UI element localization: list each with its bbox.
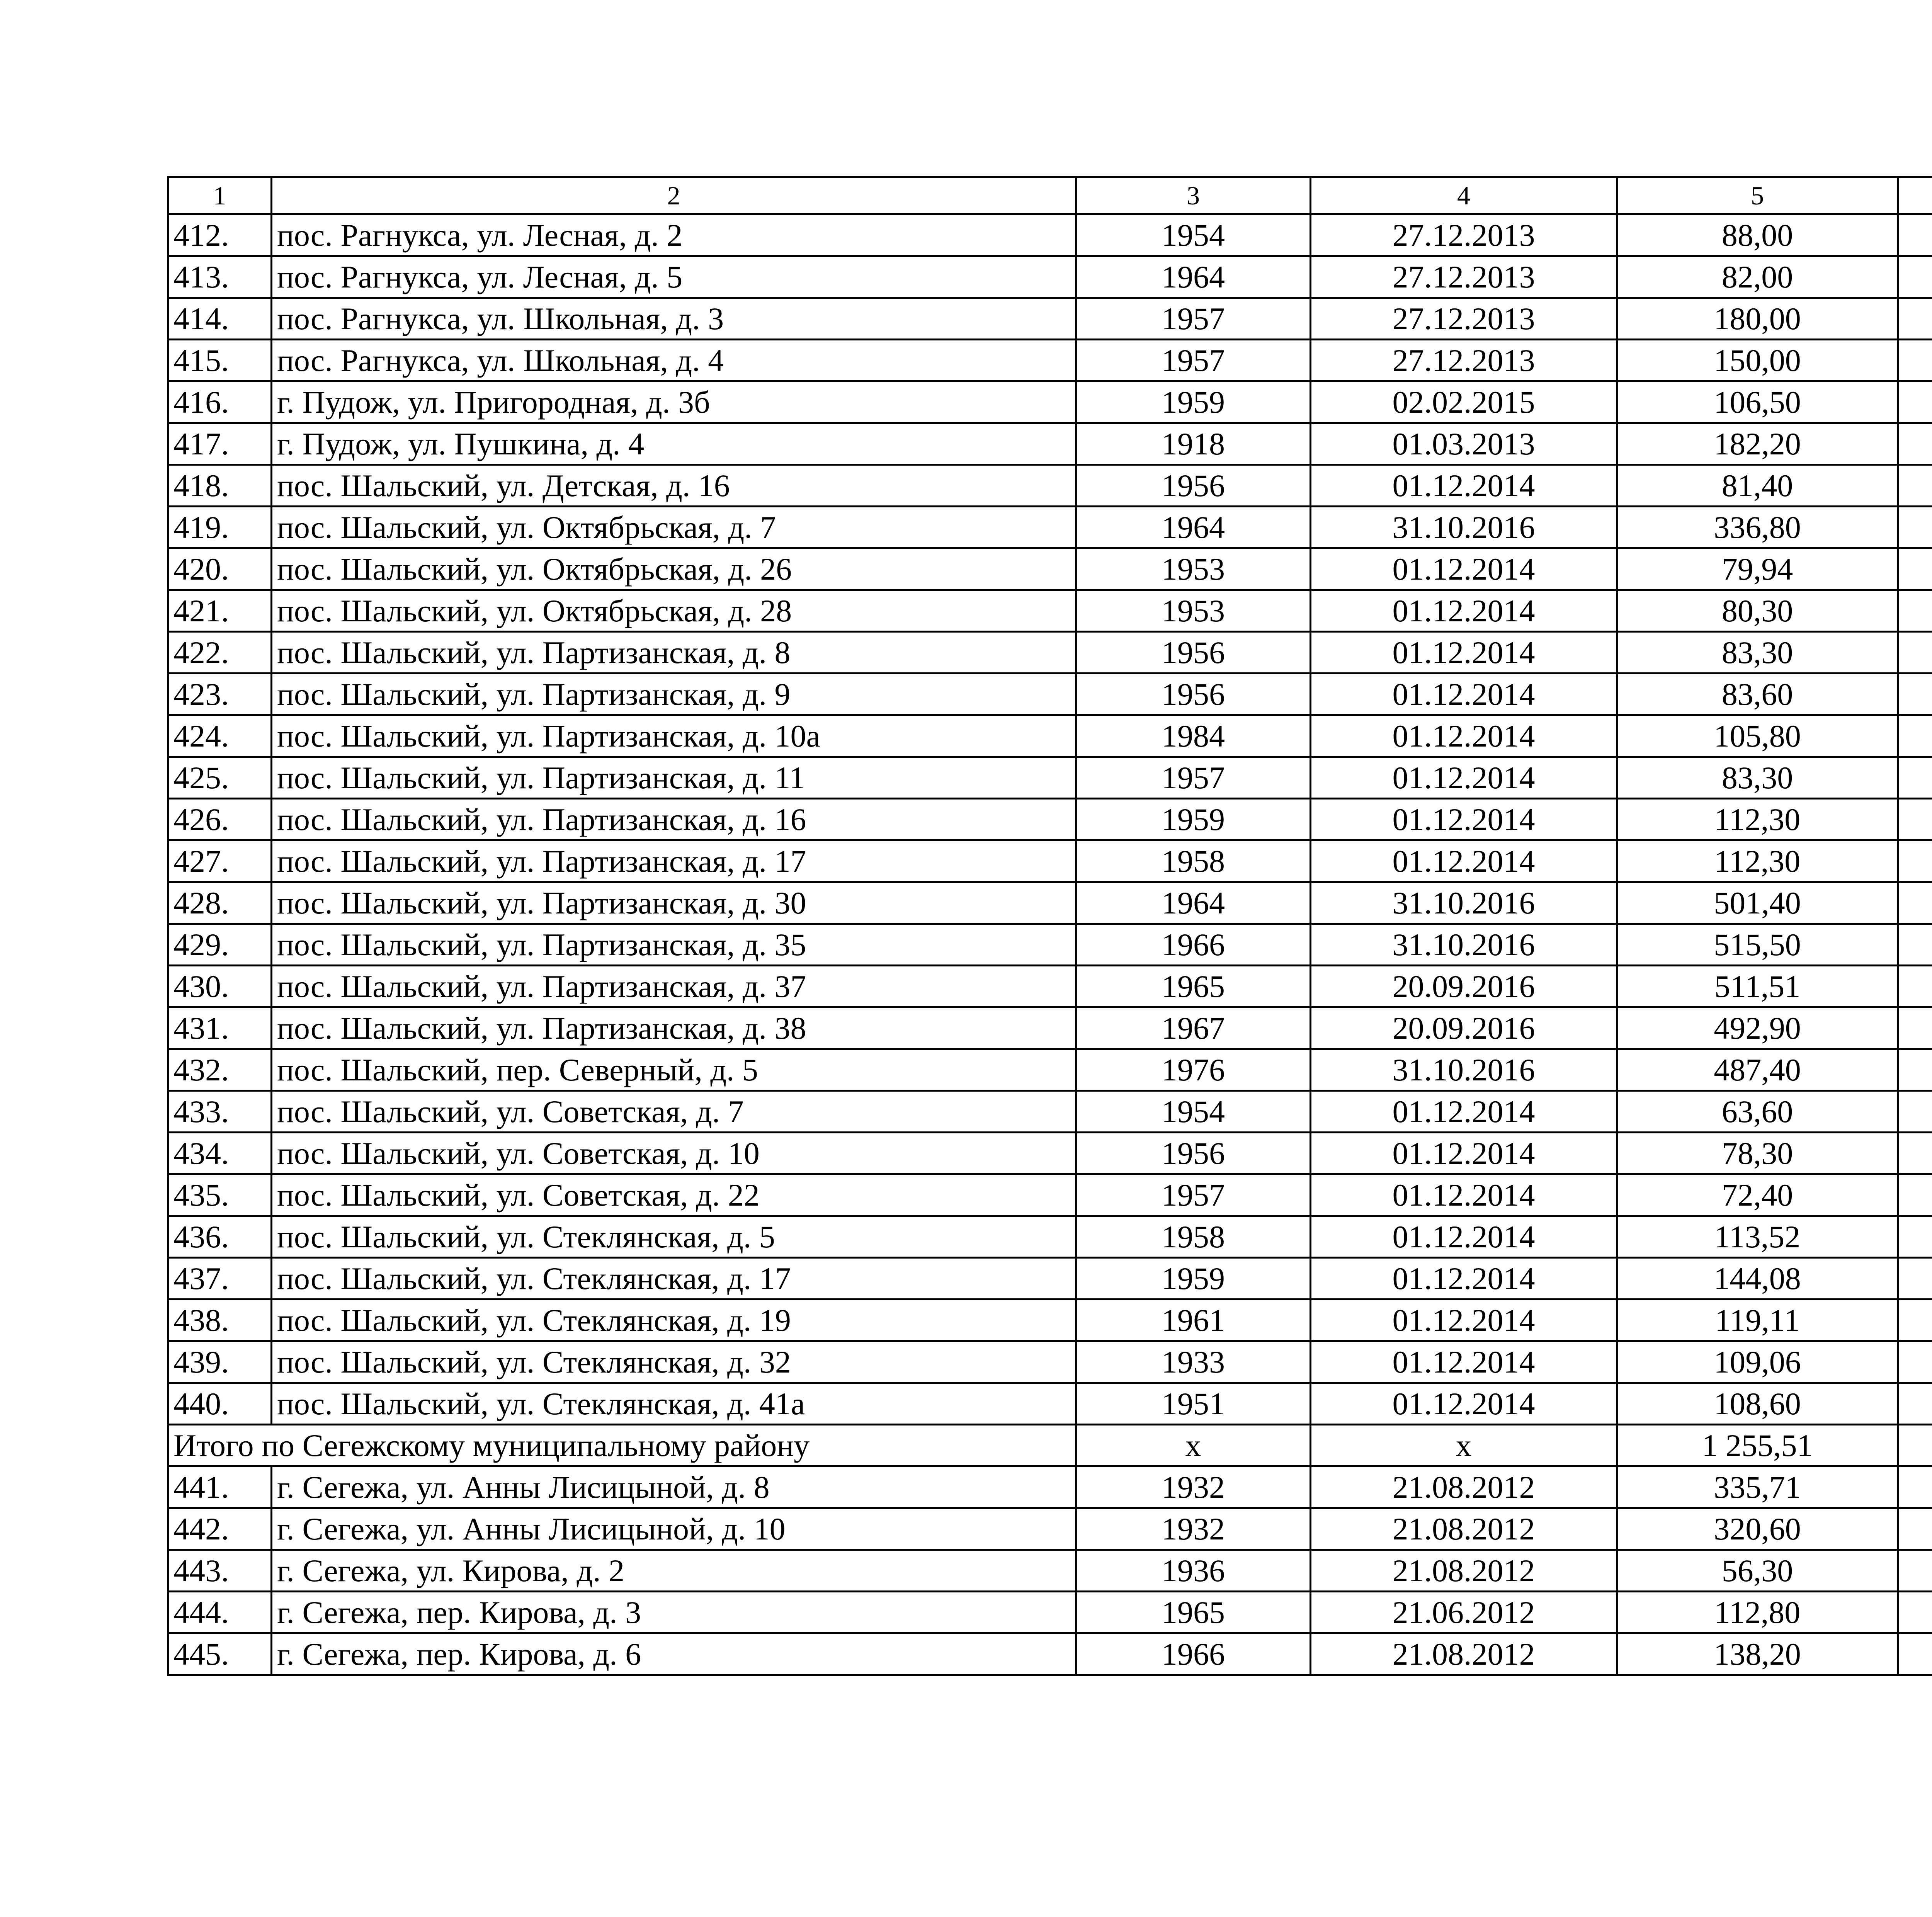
area-cell: 112,30: [1617, 840, 1898, 882]
date-cell: 21.08.2012: [1311, 1508, 1617, 1550]
date-cell: 01.12.2014: [1311, 1300, 1617, 1341]
residents-cell: [1898, 340, 1932, 381]
year-cell: 1959: [1076, 381, 1311, 423]
table-row: [168, 507, 1932, 548]
year-cell: 1984: [1076, 715, 1311, 757]
residents-cell: [1898, 924, 1932, 966]
row-number: 419.: [168, 507, 272, 548]
address-cell: пос. Шальский, ул. Советская, д. 7: [272, 1091, 1076, 1133]
address-cell: пос. Шальский, ул. Октябрьская, д. 7: [272, 507, 1076, 548]
residents-cell: [1898, 590, 1932, 632]
residents-cell: [1898, 1300, 1932, 1341]
date-cell: 21.08.2012: [1311, 1550, 1617, 1592]
row-number: 416.: [168, 381, 272, 423]
date-cell: 01.12.2014: [1311, 799, 1617, 840]
area-cell: 83,30: [1617, 757, 1898, 799]
address-cell: пос. Шальский, ул. Партизанская, д. 30: [272, 882, 1076, 924]
residents-cell: [1898, 1341, 1932, 1383]
table-row: [168, 632, 1932, 674]
col-header-3: 3: [1076, 177, 1311, 214]
table-row: [168, 590, 1932, 632]
date-cell: х: [1311, 1425, 1617, 1466]
address-cell: г. Пудож, ул. Пригородная, д. 3б: [272, 381, 1076, 423]
area-cell: 138,20: [1617, 1633, 1898, 1675]
residents-cell: [1898, 840, 1932, 882]
year-cell: 1956: [1076, 465, 1311, 507]
area-cell: 108,60: [1617, 1383, 1898, 1425]
date-cell: 27.12.2013: [1311, 214, 1617, 256]
area-cell: 105,80: [1617, 715, 1898, 757]
row-number: 443.: [168, 1550, 272, 1592]
year-cell: 1918: [1076, 423, 1311, 465]
address-cell: пос. Шальский, ул. Октябрьская, д. 28: [272, 590, 1076, 632]
year-cell: 1932: [1076, 1508, 1311, 1550]
address-cell: пос. Шальский, ул. Партизанская, д. 38: [272, 1007, 1076, 1049]
table-row: [168, 1508, 1932, 1550]
year-cell: 1936: [1076, 1550, 1311, 1592]
total-label: Итого по Сегежскому муниципальному району: [168, 1425, 1076, 1466]
address-cell: пос. Шальский, ул. Советская, д. 10: [272, 1133, 1076, 1174]
table-row: [168, 674, 1932, 715]
date-cell: 01.03.2013: [1311, 423, 1617, 465]
area-cell: 335,71: [1617, 1466, 1898, 1508]
residents-cell: [1898, 1383, 1932, 1425]
residents-cell: [1898, 1633, 1932, 1675]
row-number: 445.: [168, 1633, 272, 1675]
table-row: [168, 1174, 1932, 1216]
row-number: 422.: [168, 632, 272, 674]
area-cell: 112,80: [1617, 1592, 1898, 1633]
table-row: [168, 1592, 1932, 1633]
area-cell: 80,30: [1617, 590, 1898, 632]
area-cell: 113,52: [1617, 1216, 1898, 1258]
area-cell: 515,50: [1617, 924, 1898, 966]
table-row: [168, 298, 1932, 340]
year-cell: 1965: [1076, 1592, 1311, 1633]
residents-cell: [1898, 1216, 1932, 1258]
address-cell: пос. Шальский, пер. Северный, д. 5: [272, 1049, 1076, 1091]
total-row: [168, 1425, 1932, 1466]
year-cell: 1966: [1076, 924, 1311, 966]
year-cell: 1964: [1076, 256, 1311, 298]
table-row: [168, 340, 1932, 381]
date-cell: 21.08.2012: [1311, 1466, 1617, 1508]
date-cell: 01.12.2014: [1311, 590, 1617, 632]
address-cell: пос. Шальский, ул. Стеклянская, д. 41а: [272, 1383, 1076, 1425]
row-number: 439.: [168, 1341, 272, 1383]
date-cell: 20.09.2016: [1311, 1007, 1617, 1049]
address-cell: пос. Шальский, ул. Стеклянская, д. 5: [272, 1216, 1076, 1258]
date-cell: 01.12.2014: [1311, 1216, 1617, 1258]
area-cell: 501,40: [1617, 882, 1898, 924]
residents-cell: [1898, 298, 1932, 340]
table-row: [168, 1133, 1932, 1174]
area-cell: 82,00: [1617, 256, 1898, 298]
date-cell: 21.06.2012: [1311, 1592, 1617, 1633]
row-number: 420.: [168, 548, 272, 590]
area-cell: 511,51: [1617, 966, 1898, 1007]
row-number: 440.: [168, 1383, 272, 1425]
date-cell: 01.12.2014: [1311, 1383, 1617, 1425]
table-row: [168, 1216, 1932, 1258]
address-cell: пос. Шальский, ул. Стеклянская, д. 32: [272, 1341, 1076, 1383]
area-cell: 56,30: [1617, 1550, 1898, 1592]
area-cell: 109,06: [1617, 1341, 1898, 1383]
table-row: [168, 214, 1932, 256]
area-cell: 492,90: [1617, 1007, 1898, 1049]
address-cell: г. Пудож, ул. Пушкина, д. 4: [272, 423, 1076, 465]
year-cell: 1933: [1076, 1341, 1311, 1383]
area-cell: 72,40: [1617, 1174, 1898, 1216]
residents-cell: [1898, 465, 1932, 507]
row-number: 425.: [168, 757, 272, 799]
residents-cell: [1898, 1007, 1932, 1049]
year-cell: 1958: [1076, 1216, 1311, 1258]
row-number: 435.: [168, 1174, 272, 1216]
area-cell: 1 255,51: [1617, 1425, 1898, 1466]
address-cell: пос. Рагнукса, ул. Лесная, д. 5: [272, 256, 1076, 298]
year-cell: 1956: [1076, 632, 1311, 674]
date-cell: 01.12.2014: [1311, 1341, 1617, 1383]
area-cell: 79,94: [1617, 548, 1898, 590]
date-cell: 01.12.2014: [1311, 715, 1617, 757]
address-cell: пос. Шальский, ул. Партизанская, д. 35: [272, 924, 1076, 966]
date-cell: 31.10.2016: [1311, 882, 1617, 924]
row-number: 426.: [168, 799, 272, 840]
residents-cell: [1898, 1258, 1932, 1300]
date-cell: 01.12.2014: [1311, 1174, 1617, 1216]
address-cell: пос. Шальский, ул. Партизанская, д. 9: [272, 674, 1076, 715]
address-cell: пос. Шальский, ул. Октябрьская, д. 26: [272, 548, 1076, 590]
table-row: [168, 1300, 1932, 1341]
table-row: [168, 1007, 1932, 1049]
row-number: 417.: [168, 423, 272, 465]
date-cell: 31.10.2016: [1311, 507, 1617, 548]
year-cell: 1976: [1076, 1049, 1311, 1091]
year-cell: 1932: [1076, 1466, 1311, 1508]
date-cell: 20.09.2016: [1311, 966, 1617, 1007]
area-cell: 83,30: [1617, 632, 1898, 674]
address-cell: пос. Шальский, ул. Партизанская, д. 8: [272, 632, 1076, 674]
address-cell: пос. Шальский, ул. Партизанская, д. 17: [272, 840, 1076, 882]
table-row: [168, 882, 1932, 924]
table-row: [168, 381, 1932, 423]
address-cell: г. Сегежа, ул. Анны Лисицыной, д. 10: [272, 1508, 1076, 1550]
table-row: [168, 1550, 1932, 1592]
residents-cell: [1898, 1592, 1932, 1633]
date-cell: 01.12.2014: [1311, 1133, 1617, 1174]
row-number: 432.: [168, 1049, 272, 1091]
area-cell: 487,40: [1617, 1049, 1898, 1091]
col-header-4: 4: [1311, 177, 1617, 214]
row-number: 414.: [168, 298, 272, 340]
area-cell: 180,00: [1617, 298, 1898, 340]
area-cell: 112,30: [1617, 799, 1898, 840]
date-cell: 31.10.2016: [1311, 924, 1617, 966]
date-cell: 01.12.2014: [1311, 465, 1617, 507]
date-cell: 01.12.2014: [1311, 674, 1617, 715]
date-cell: 01.12.2014: [1311, 1091, 1617, 1133]
row-number: 437.: [168, 1258, 272, 1300]
row-number: 421.: [168, 590, 272, 632]
table-row: [168, 715, 1932, 757]
year-cell: 1964: [1076, 507, 1311, 548]
residents-cell: [1898, 1425, 1932, 1466]
row-number: 431.: [168, 1007, 272, 1049]
area-cell: 88,00: [1617, 214, 1898, 256]
table-row: [168, 1633, 1932, 1675]
date-cell: 01.12.2014: [1311, 840, 1617, 882]
area-cell: 81,40: [1617, 465, 1898, 507]
address-cell: пос. Шальский, ул. Советская, д. 22: [272, 1174, 1076, 1216]
table-row: [168, 1383, 1932, 1425]
row-number: 423.: [168, 674, 272, 715]
row-number: 444.: [168, 1592, 272, 1633]
residents-cell: [1898, 966, 1932, 1007]
date-cell: 21.08.2012: [1311, 1633, 1617, 1675]
date-cell: 01.12.2014: [1311, 757, 1617, 799]
address-cell: пос. Шальский, ул. Партизанская, д. 10а: [272, 715, 1076, 757]
year-cell: 1953: [1076, 548, 1311, 590]
row-number: 427.: [168, 840, 272, 882]
address-cell: пос. Шальский, ул. Детская, д. 16: [272, 465, 1076, 507]
residents-cell: [1898, 799, 1932, 840]
residents-cell: [1898, 507, 1932, 548]
address-cell: г. Сегежа, ул. Кирова, д. 2: [272, 1550, 1076, 1592]
row-number: 430.: [168, 966, 272, 1007]
date-cell: 31.10.2016: [1311, 1049, 1617, 1091]
residents-cell: [1898, 548, 1932, 590]
year-cell: 1957: [1076, 340, 1311, 381]
area-cell: 150,00: [1617, 340, 1898, 381]
address-cell: пос. Рагнукса, ул. Школьная, д. 3: [272, 298, 1076, 340]
address-cell: г. Сегежа, пер. Кирова, д. 6: [272, 1633, 1076, 1675]
date-cell: 01.12.2014: [1311, 1258, 1617, 1300]
row-number: 438.: [168, 1300, 272, 1341]
row-number: 442.: [168, 1508, 272, 1550]
residents-cell: [1898, 214, 1932, 256]
col-header-5: 5: [1617, 177, 1898, 214]
table-row: [168, 465, 1932, 507]
address-cell: пос. Шальский, ул. Партизанская, д. 37: [272, 966, 1076, 1007]
address-cell: пос. Шальский, ул. Партизанская, д. 16: [272, 799, 1076, 840]
residents-cell: [1898, 757, 1932, 799]
date-cell: 02.02.2015: [1311, 381, 1617, 423]
table-row: [168, 1341, 1932, 1383]
residents-cell: [1898, 1550, 1932, 1592]
table-row: [168, 840, 1932, 882]
area-cell: 336,80: [1617, 507, 1898, 548]
area-cell: 119,11: [1617, 1300, 1898, 1341]
residents-cell: [1898, 1466, 1932, 1508]
residents-cell: [1898, 1508, 1932, 1550]
year-cell: 1954: [1076, 214, 1311, 256]
address-cell: пос. Рагнукса, ул. Лесная, д. 2: [272, 214, 1076, 256]
year-cell: 1954: [1076, 1091, 1311, 1133]
year-cell: 1957: [1076, 757, 1311, 799]
residents-cell: [1898, 715, 1932, 757]
year-cell: 1959: [1076, 799, 1311, 840]
year-cell: 1967: [1076, 1007, 1311, 1049]
area-cell: 106,50: [1617, 381, 1898, 423]
year-cell: 1966: [1076, 1633, 1311, 1675]
table-row: [168, 924, 1932, 966]
row-number: 428.: [168, 882, 272, 924]
col-header-2: 2: [272, 177, 1076, 214]
date-cell: 01.12.2014: [1311, 548, 1617, 590]
year-cell: х: [1076, 1425, 1311, 1466]
table-row: [168, 256, 1932, 298]
table-row: [168, 757, 1932, 799]
table-row: [168, 1258, 1932, 1300]
row-number: 429.: [168, 924, 272, 966]
area-cell: 78,30: [1617, 1133, 1898, 1174]
area-cell: 320,60: [1617, 1508, 1898, 1550]
year-cell: 1956: [1076, 1133, 1311, 1174]
year-cell: 1959: [1076, 1258, 1311, 1300]
address-cell: г. Сегежа, пер. Кирова, д. 3: [272, 1592, 1076, 1633]
table-row: [168, 548, 1932, 590]
table-row: [168, 1466, 1932, 1508]
area-cell: 144,08: [1617, 1258, 1898, 1300]
table-row: [168, 1049, 1932, 1091]
column-number-header-row: [168, 177, 1932, 214]
address-cell: пос. Шальский, ул. Стеклянская, д. 17: [272, 1258, 1076, 1300]
year-cell: 1964: [1076, 882, 1311, 924]
residents-cell: [1898, 674, 1932, 715]
row-number: 433.: [168, 1091, 272, 1133]
row-number: 418.: [168, 465, 272, 507]
col-header-1: 1: [168, 177, 272, 214]
year-cell: 1957: [1076, 1174, 1311, 1216]
year-cell: 1961: [1076, 1300, 1311, 1341]
residents-cell: [1898, 381, 1932, 423]
table-row: [168, 423, 1932, 465]
table-row: [168, 1091, 1932, 1133]
year-cell: 1965: [1076, 966, 1311, 1007]
row-number: 413.: [168, 256, 272, 298]
year-cell: 1951: [1076, 1383, 1311, 1425]
row-number: 436.: [168, 1216, 272, 1258]
date-cell: 27.12.2013: [1311, 298, 1617, 340]
year-cell: 1958: [1076, 840, 1311, 882]
year-cell: 1957: [1076, 298, 1311, 340]
row-number: 434.: [168, 1133, 272, 1174]
row-number: 415.: [168, 340, 272, 381]
col-header-6: [1898, 177, 1932, 214]
table-row: [168, 966, 1932, 1007]
residents-cell: [1898, 256, 1932, 298]
table-row: [168, 799, 1932, 840]
area-cell: 83,60: [1617, 674, 1898, 715]
date-cell: 01.12.2014: [1311, 632, 1617, 674]
row-number: 424.: [168, 715, 272, 757]
address-cell: г. Сегежа, ул. Анны Лисицыной, д. 8: [272, 1466, 1076, 1508]
residents-cell: [1898, 1174, 1932, 1216]
housing-table: [167, 176, 1932, 1676]
table-body: [168, 177, 1932, 1675]
date-cell: 27.12.2013: [1311, 340, 1617, 381]
date-cell: 27.12.2013: [1311, 256, 1617, 298]
row-number: 412.: [168, 214, 272, 256]
area-cell: 63,60: [1617, 1091, 1898, 1133]
year-cell: 1953: [1076, 590, 1311, 632]
residents-cell: [1898, 1049, 1932, 1091]
year-cell: 1956: [1076, 674, 1311, 715]
residents-cell: [1898, 1091, 1932, 1133]
residents-cell: [1898, 632, 1932, 674]
address-cell: пос. Рагнукса, ул. Школьная, д. 4: [272, 340, 1076, 381]
address-cell: пос. Шальский, ул. Стеклянская, д. 19: [272, 1300, 1076, 1341]
area-cell: 182,20: [1617, 423, 1898, 465]
residents-cell: [1898, 423, 1932, 465]
residents-cell: [1898, 882, 1932, 924]
residents-cell: [1898, 1133, 1932, 1174]
address-cell: пос. Шальский, ул. Партизанская, д. 11: [272, 757, 1076, 799]
row-number: 441.: [168, 1466, 272, 1508]
